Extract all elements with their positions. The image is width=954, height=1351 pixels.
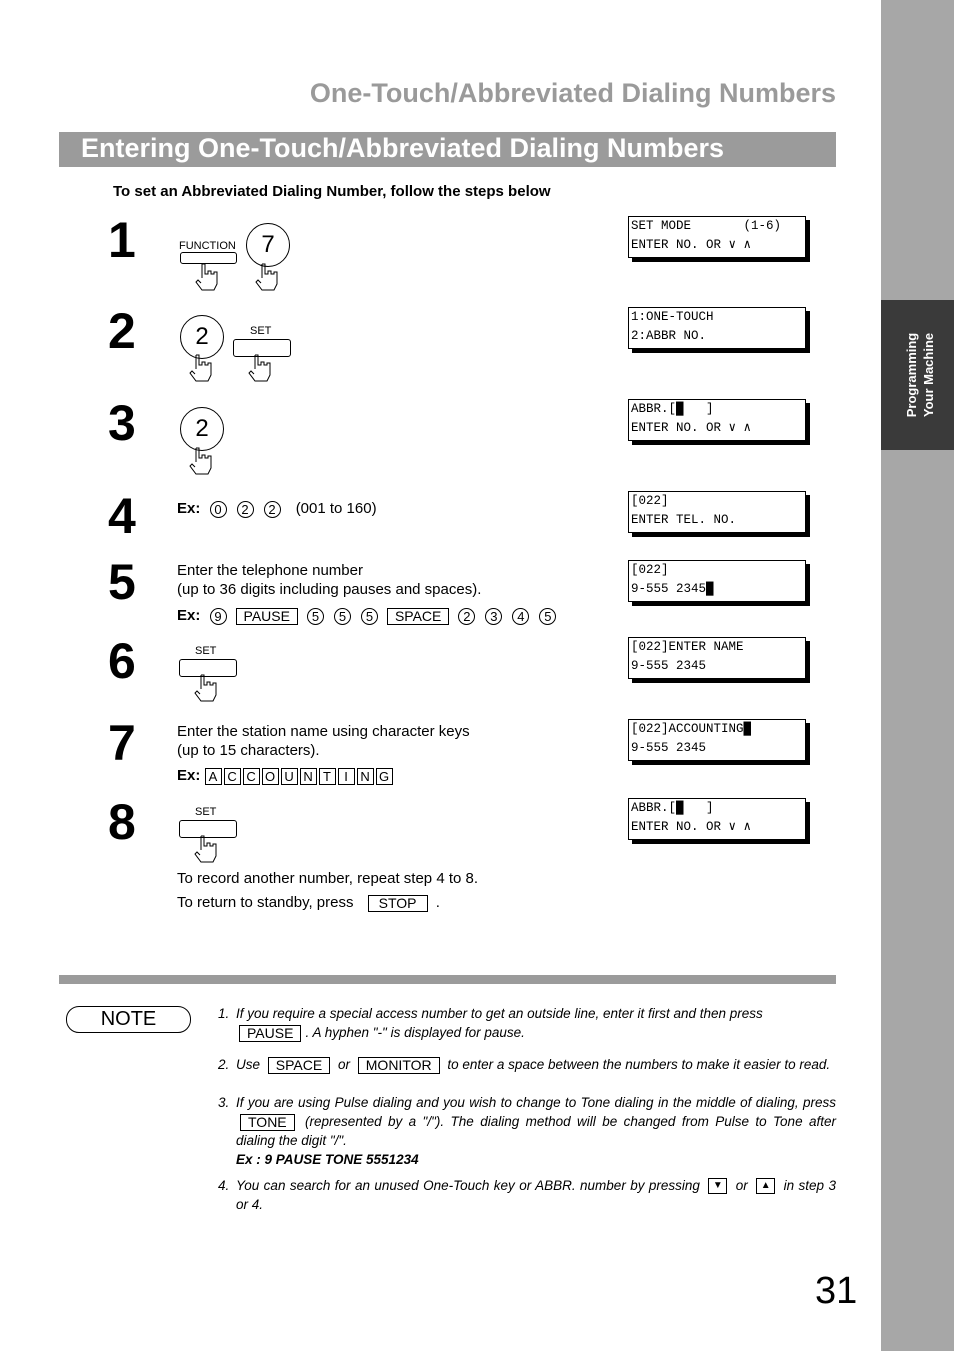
key-2-circle: 2 bbox=[180, 315, 224, 359]
lcd-display-4: [022] ENTER TEL. NO. bbox=[628, 491, 806, 533]
hand-press-icon bbox=[247, 353, 273, 383]
return-standby-text: To return to standby, press STOP . bbox=[177, 894, 440, 911]
step7-text: Enter the station name using character keys (up to 15 characters). bbox=[177, 723, 470, 759]
step7-example: Ex: A C C O U N T I N G bbox=[177, 766, 395, 785]
down-arrow-icon: ▼ bbox=[708, 1178, 727, 1194]
up-arrow-icon: ▲ bbox=[756, 1178, 775, 1194]
step5-example: Ex: 9 PAUSE 5 5 5 SPACE 2 3 4 5 bbox=[177, 606, 561, 625]
record-another-text: To record another number, repeat step 4 to 8. bbox=[177, 870, 479, 887]
section-bar bbox=[59, 132, 836, 167]
step-number-1: 1 bbox=[108, 212, 136, 268]
page-number: 31 bbox=[815, 1270, 858, 1312]
step5-text: Enter the telephone number (up to 36 digits including pauses and spaces). bbox=[177, 562, 482, 598]
section-title: Entering One-Touch/Abbreviated Dialing Numbers bbox=[81, 133, 725, 163]
set-key-label: SET bbox=[195, 645, 217, 657]
lcd-display-2: 1:ONE-TOUCH 2:ABBR NO. bbox=[628, 307, 806, 349]
pause-key: PAUSE bbox=[239, 1025, 301, 1042]
note-item-2: 2. Use SPACE or MONITOR to enter a space between the numbers to make it easier to read. bbox=[218, 1056, 831, 1073]
stop-key: STOP bbox=[368, 895, 428, 912]
lcd-display-1: SET MODE (1-6) ENTER NO. OR ∨ ∧ bbox=[628, 216, 806, 258]
monitor-key: MONITOR bbox=[358, 1057, 440, 1074]
step-number-6: 6 bbox=[108, 633, 136, 689]
step-number-3: 3 bbox=[108, 395, 136, 451]
step4-example: Ex: 0 2 2 (001 to 160) bbox=[177, 500, 377, 517]
lcd-display-6: [022]ENTER NAME 9-555 2345 bbox=[628, 637, 806, 679]
side-tab-label: Programming Your Machine bbox=[904, 332, 936, 418]
intro-text: To set an Abbreviated Dialing Number, follow the steps below bbox=[113, 183, 551, 200]
function-key-label: FUNCTION bbox=[179, 240, 236, 252]
step-number-7: 7 bbox=[108, 715, 136, 771]
lcd-display-8: ABBR.[█ ] ENTER NO. OR ∨ ∧ bbox=[628, 798, 806, 840]
hand-press-icon bbox=[193, 834, 219, 864]
side-bar bbox=[881, 0, 954, 1351]
hand-press-icon bbox=[188, 446, 214, 476]
key-7-circle: 7 bbox=[246, 223, 290, 267]
note-item-4: 4. You can search for an unused One-Touch key or ABBR. number by pressing ▼ or ▲ in step 3 or 4. bbox=[218, 1178, 836, 1212]
step-number-2: 2 bbox=[108, 303, 136, 359]
section-divider bbox=[59, 975, 836, 984]
step-number-8: 8 bbox=[108, 794, 136, 850]
hand-press-icon bbox=[254, 262, 280, 292]
hand-press-icon bbox=[193, 673, 219, 703]
lcd-display-7: [022]ACCOUNTING█ 9-555 2345 bbox=[628, 719, 806, 761]
hand-press-icon bbox=[188, 353, 214, 383]
note-item-1: 1. If you require a special access number to get an outside line, enter it first and then press PAUSE . A hyphen "-" is displayed for pause. bbox=[218, 1006, 763, 1041]
note-item-3: 3. If you are using Pulse dialing and you wish to change to Tone dialing in the middle of dialing, press TONE (represented by a "/"). The dialing method will be changed from Pulse to Tone after dialing the digit "/". Ex : 9 PAUSE TONE 5551234 bbox=[218, 1095, 836, 1167]
hand-press-icon bbox=[194, 262, 220, 292]
step-number-4: 4 bbox=[108, 488, 136, 544]
tone-key: TONE bbox=[240, 1114, 295, 1131]
lcd-display-3: ABBR.[█ ] ENTER NO. OR ∨ ∧ bbox=[628, 399, 806, 441]
lcd-display-5: [022] 9-555 2345█ bbox=[628, 560, 806, 602]
set-key-label: SET bbox=[250, 325, 272, 337]
side-tab bbox=[881, 300, 954, 450]
key-2-circle: 2 bbox=[180, 407, 224, 451]
space-key: SPACE bbox=[268, 1057, 330, 1074]
step-number-5: 5 bbox=[108, 554, 136, 610]
note-label: NOTE bbox=[66, 1006, 191, 1033]
set-key-label: SET bbox=[195, 806, 217, 818]
chapter-title: One-Touch/Abbreviated Dialing Numbers bbox=[309, 78, 836, 108]
note-example: Ex : 9 PAUSE TONE 5551234 bbox=[236, 1152, 419, 1167]
